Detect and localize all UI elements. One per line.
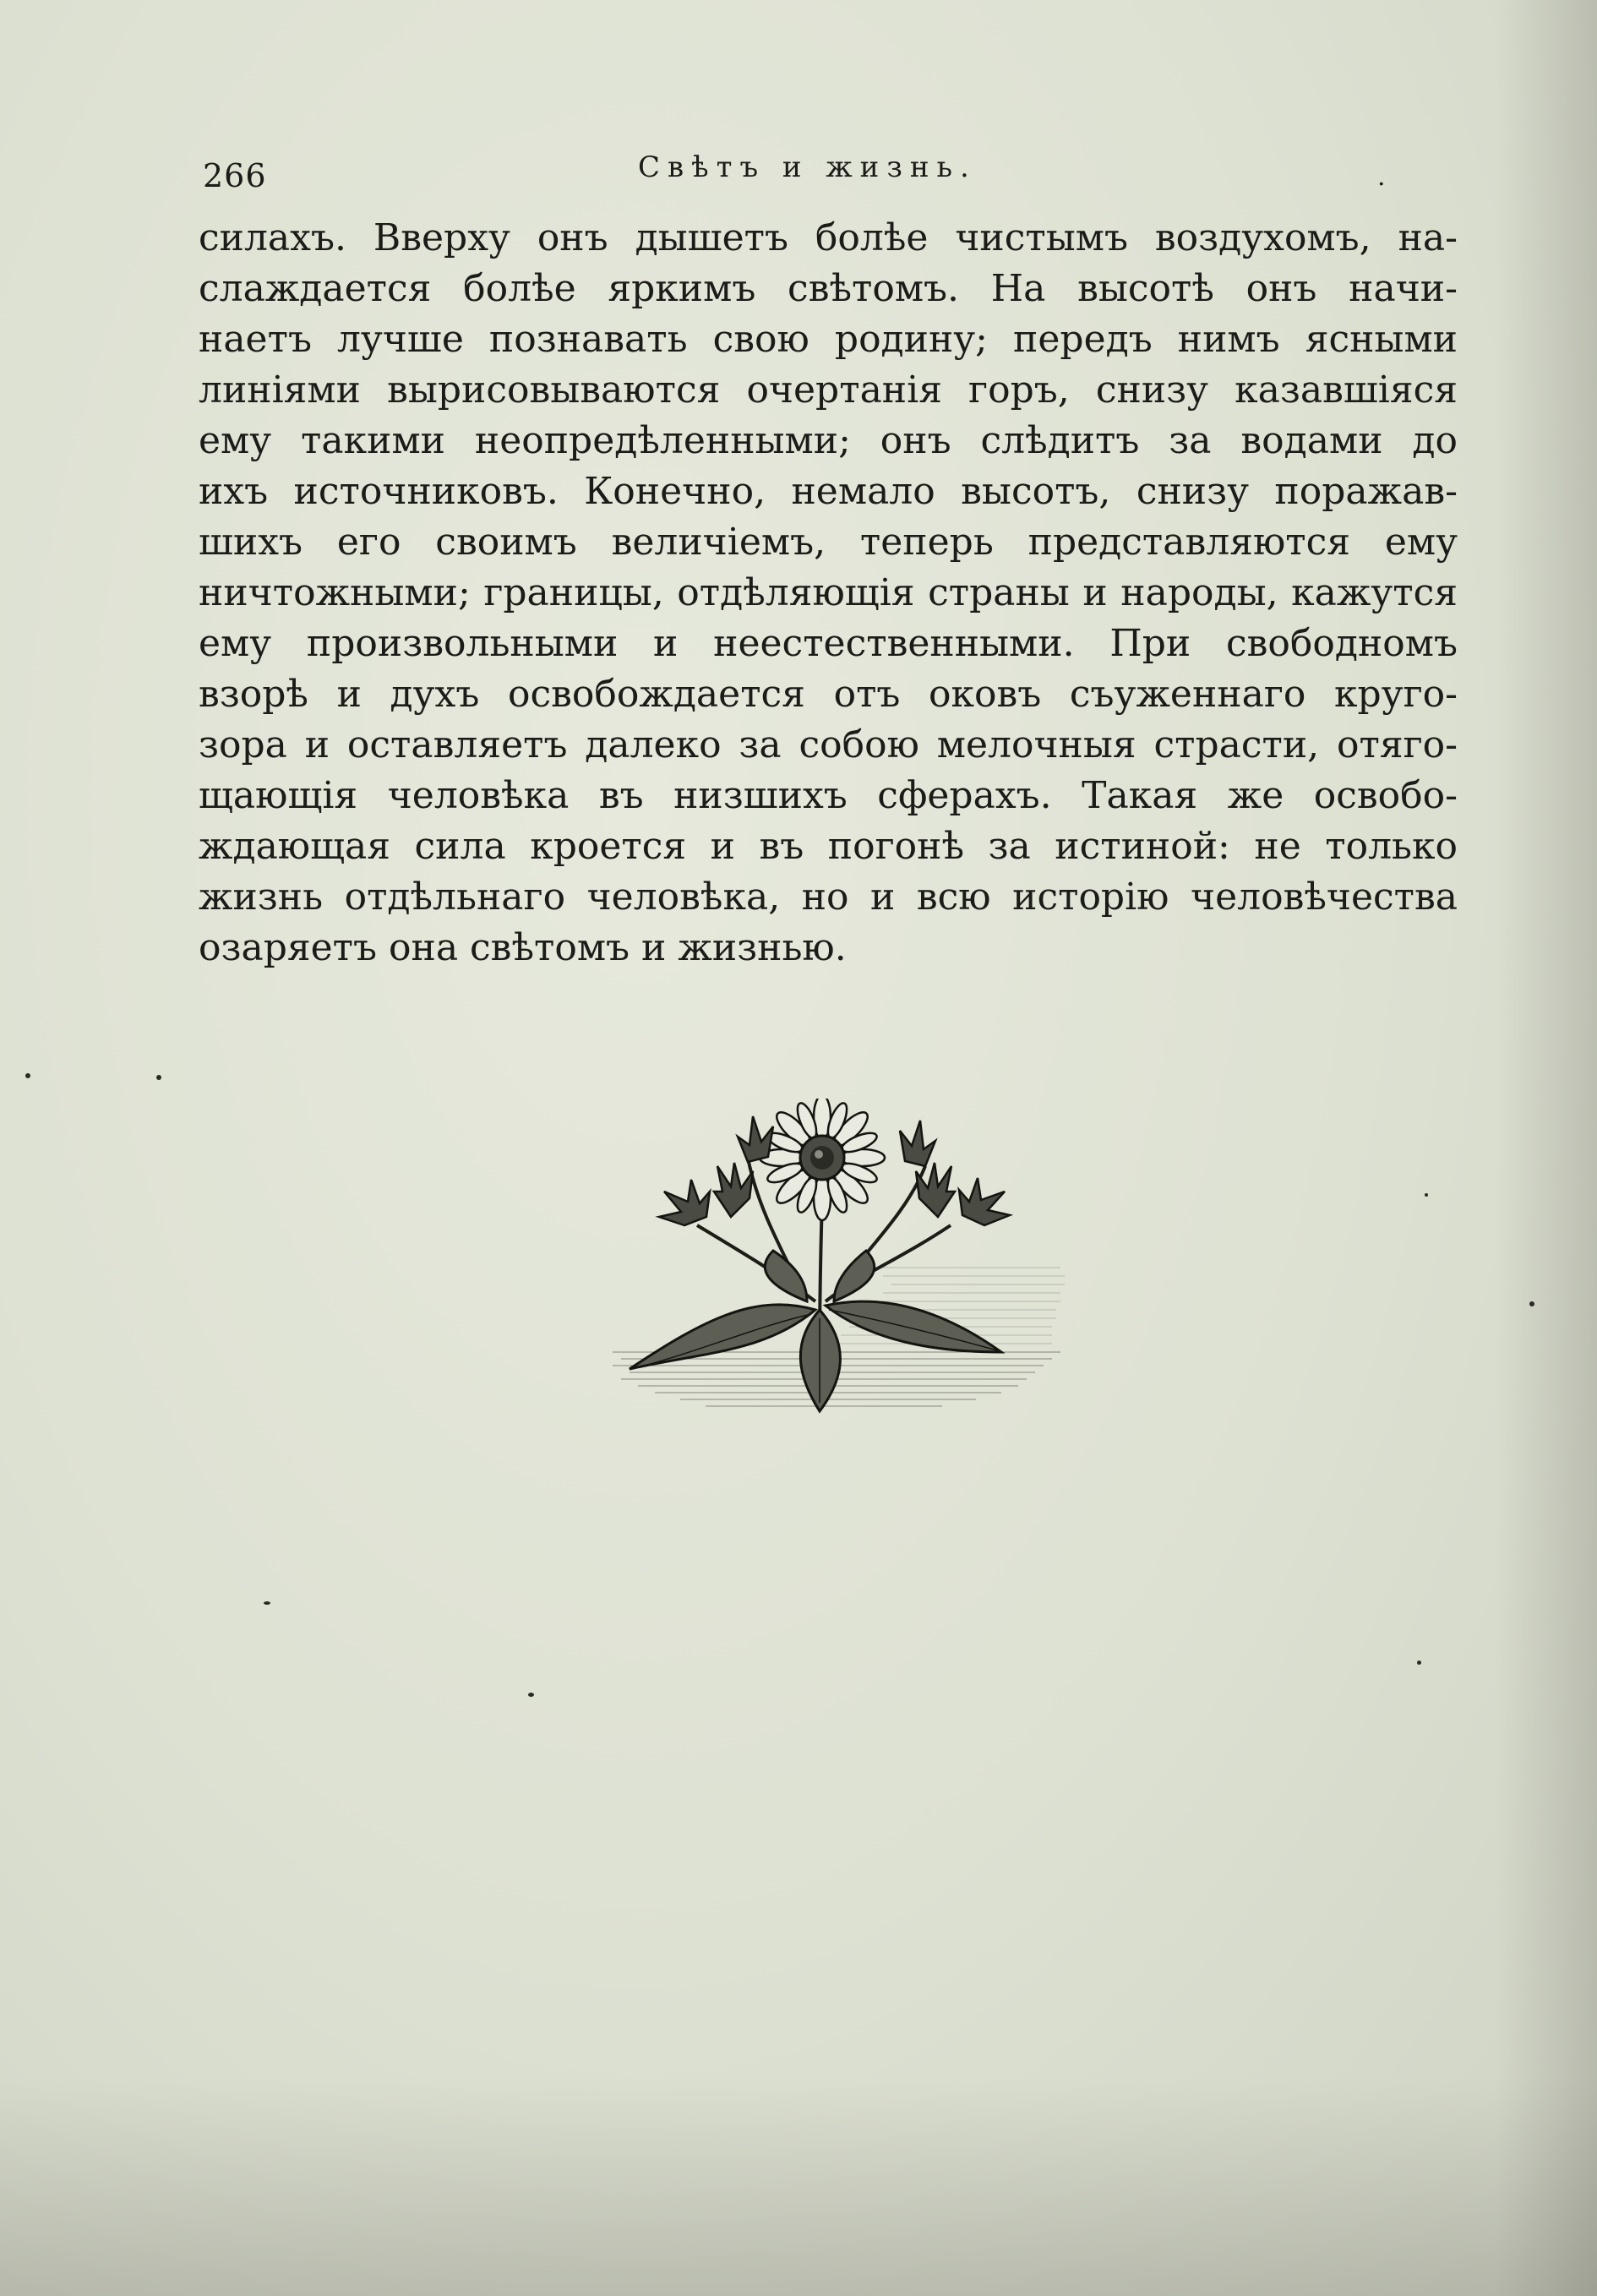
text-line: силахъ. Вверху онъ дышетъ болѣе чистымъ воздухомъ, на- (199, 216, 1458, 259)
page-bottom-shadow (0, 2076, 1597, 2296)
text-line: шихъ его своимъ величіемъ, теперь представляются ему (199, 521, 1458, 564)
text-line: ничтожными; границы, отдѣляющія страны и народы, кажутся (199, 571, 1458, 614)
page-header (203, 150, 1458, 193)
text-line: жизнь отдѣльнаго человѣка, но и всю исторію человѣчества (199, 875, 1458, 919)
text-line: слаждается болѣе яркимъ свѣтомъ. На высотѣ онъ начи- (199, 267, 1458, 310)
paper-speck (1529, 1301, 1534, 1306)
paper-speck (528, 1693, 534, 1697)
text-line: ждающая сила кроется и въ погонѣ за истиной: не только (199, 825, 1458, 868)
running-title: Свѣтъ и жизнь. (638, 150, 977, 184)
paper-speck (1417, 1661, 1421, 1665)
text-line: щающія человѣка въ низшихъ сферахъ. Такая же освобо- (199, 774, 1458, 817)
header-dot: . (1377, 162, 1386, 192)
page-edge-shadow (1496, 0, 1597, 2296)
paper-speck (264, 1601, 270, 1605)
paper-speck (1425, 1193, 1428, 1197)
body-paragraph (199, 213, 1458, 973)
text-line: взорѣ и духъ освобождается отъ оковъ съуженнаго круго- (199, 673, 1458, 716)
text-line: ему такими неопредѣленными; онъ слѣдитъ за водами до (199, 419, 1458, 462)
text-line: ему произвольными и неестественными. При свободномъ (199, 622, 1458, 665)
text-line: линіями вырисовываются очертанія горъ, снизу казавшіяся (199, 368, 1458, 412)
paper-speck (156, 1075, 161, 1080)
text-line: наетъ лучше познавать свою родину; передъ нимъ ясными (199, 318, 1458, 361)
sunflower-vignette-icon (604, 1099, 1069, 1420)
text-line: зора и оставляетъ далеко за собою мелочныя страсти, отяго- (199, 723, 1458, 766)
text-line: ихъ источниковъ. Конечно, немало высотъ, снизу поражав- (199, 470, 1458, 513)
text-line: озаряетъ она свѣтомъ и жизнью. (199, 926, 847, 969)
paper-speck (25, 1073, 30, 1078)
page-number: 266 (203, 157, 267, 194)
